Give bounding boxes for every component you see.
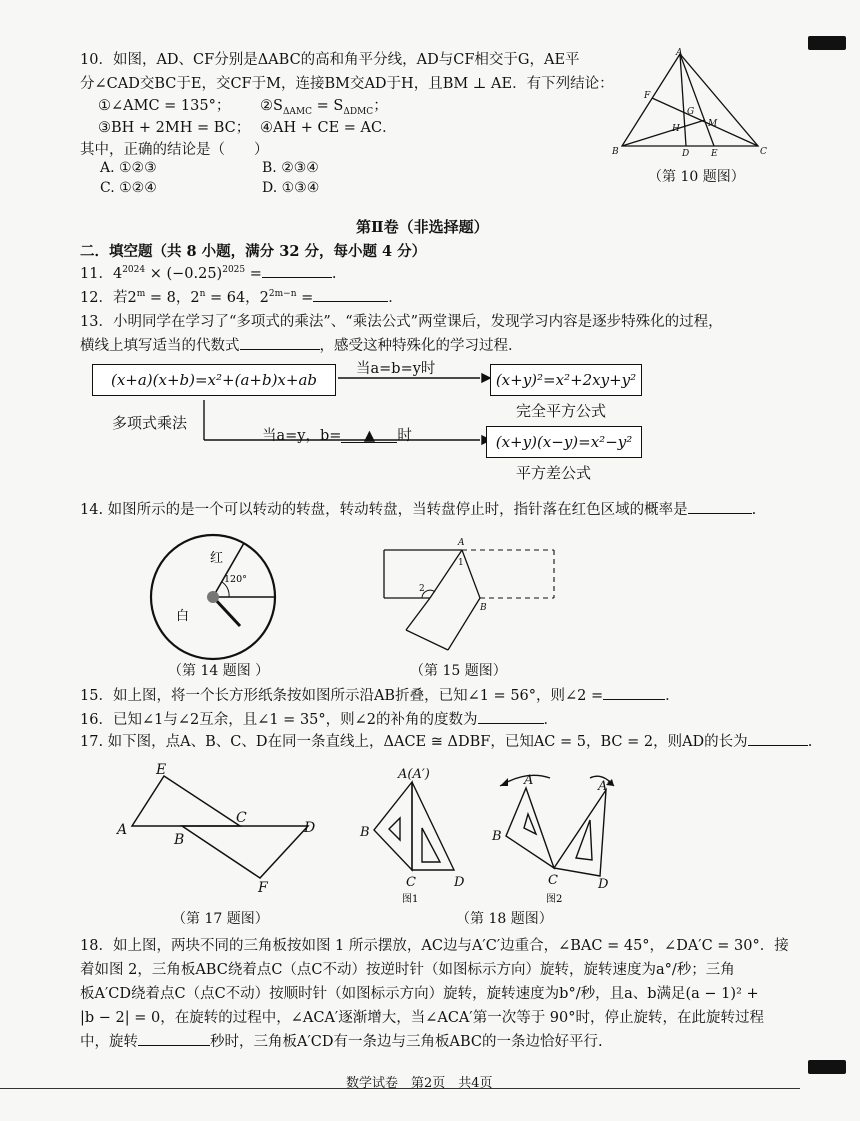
- q13-label-square: 完全平方公式: [516, 402, 607, 420]
- q18-fig2-label-b: B: [492, 829, 502, 844]
- q18-fig2-label-c: C: [548, 873, 558, 888]
- q10-caption: （第 10 题图）: [648, 169, 745, 185]
- q17-label-d: D: [304, 820, 316, 836]
- q18-fig2-label-a: A: [524, 773, 534, 788]
- q10-line2: 分∠CAD交BC于E，交CF于M，连接BM交AD于H，且BM ⊥ AE．有下列结论：: [80, 76, 614, 92]
- page-footer: 数学试卷 第2页 共4页: [346, 1076, 493, 1091]
- scan-mark-bottom: [808, 1060, 846, 1074]
- q11: 11．$4^{2024} \times (-0.25)^{2025}$ = .: [80, 262, 337, 283]
- q10-fig-label-d: D: [682, 149, 690, 158]
- q13-label-difference: 平方差公式: [516, 464, 592, 482]
- q17-answer-blank[interactable]: [748, 731, 808, 746]
- q14-answer-blank[interactable]: [688, 499, 752, 514]
- q13-box-polynomial: (x+a)(x+b)=x²+(a+b)x+ab: [92, 364, 336, 396]
- q14-text: 14. 如图所示的是一个可以转动的转盘，转动转盘，当转盘停止时，指针落在红色区域的概率是 .: [80, 498, 756, 519]
- q12: 12．若$2^m = 8$，$2^n = 64$，$2^{2m-n}$ = ．: [80, 286, 403, 307]
- q13-box-square: (x+y)²=x²+2xy+y²: [490, 364, 642, 396]
- q18-answer-blank[interactable]: [138, 1031, 210, 1046]
- q10-fig-label-g: G: [687, 107, 695, 117]
- q18-fig1-label-b: B: [360, 825, 370, 840]
- q10-question: 其中，正确的结论是（ ）: [80, 142, 269, 158]
- q10-option-b[interactable]: B. ②③④: [262, 160, 319, 176]
- q17-caption: （第 17 题图）: [172, 911, 269, 927]
- q14-caption: （第 14 题图 ）: [168, 663, 270, 679]
- q13-line2: 横线上填写适当的代数式 ，感受这种特殊化的学习过程．: [80, 334, 523, 355]
- q15-answer-blank[interactable]: [603, 685, 665, 700]
- q15-text: 15．如上图，将一个长方形纸条按如图所示沿AB折叠，已知∠1 = 56°，则∠2 = ．: [80, 684, 680, 705]
- q15-caption: （第 15 题图）: [410, 663, 507, 679]
- q17-label-b: B: [174, 832, 185, 848]
- q10-conclusion-2: $②S_{\Delta AMC} = S_{\Delta DMC}$；: [260, 98, 388, 117]
- q18-fig2-label-a-prime: A′: [598, 779, 611, 794]
- q17-label-a: A: [117, 822, 128, 838]
- q10-option-a[interactable]: A. ①②③: [100, 160, 157, 176]
- q10-fig-label-f: F: [644, 91, 651, 101]
- q13-answer-blank[interactable]: [240, 335, 320, 350]
- q15-label-2: 2: [419, 584, 425, 594]
- q10-fig-label-b: B: [612, 147, 619, 157]
- q11-answer-blank[interactable]: [262, 263, 332, 278]
- q17-label-c: C: [236, 810, 247, 826]
- q18-fig1-label-c: C: [406, 875, 416, 890]
- q18-fig2-label-d: D: [598, 877, 609, 892]
- q13-arrow1-label: 当a=b=y时: [356, 361, 436, 377]
- q10-option-c[interactable]: C. ①②④: [100, 180, 157, 196]
- q15-figure: [380, 534, 560, 654]
- q18-fig2-caption: 图2: [546, 894, 563, 905]
- q18-caption: （第 18 题图）: [456, 911, 553, 927]
- q17-text: 17. 如下图，点A、B、C、D在同一条直线上，ΔACE ≅ ΔDBF，已知AC = 5，BC = 2，则AD的长为 .: [80, 730, 812, 751]
- q10-conclusion-4: ④AH + CE = AC．: [260, 120, 397, 136]
- q14-spinner: [146, 530, 280, 664]
- section2-heading: 二．填空题（共 8 小题，满分 32 分，每小题 4 分）: [80, 243, 427, 260]
- q13-label-polynomial: 多项式乘法: [112, 414, 188, 432]
- scan-mark-top: [808, 36, 846, 50]
- q10-conclusion-3: ③BH + 2MH = BC；: [98, 120, 251, 136]
- q18-fig1-caption: 图1: [402, 894, 419, 905]
- q18-line3: 板A′CD绕着点C（点C不动）按顺时针（如图标示方向）旋转，旋转速度为b°/秒，且a、b满足(a − 1)² +: [80, 986, 759, 1002]
- q15-label-a: A: [458, 538, 465, 548]
- q18-line5: 中，旋转 秒时，三角板A′CD有一条边与三角板ABC的一条边恰好平行.: [80, 1030, 603, 1051]
- q17-figure: [112, 758, 332, 898]
- q15-label-1: 1: [458, 558, 464, 568]
- q13-box-difference: (x+y)(x−y)=x²−y²: [486, 426, 642, 458]
- q10-fig-label-h: H: [672, 124, 680, 134]
- q14-red-label: 红: [210, 551, 224, 566]
- q18-fig1-label-d: D: [454, 875, 465, 890]
- q17-label-f: F: [258, 880, 268, 896]
- q10-line1: 10．如图，AD、CF分别是ΔABC的高和角平分线，AD与CF相交于G，AE平: [80, 52, 580, 68]
- q10-figure: [610, 48, 770, 158]
- q13-arrow2-label: 当a=y，b= ▲ 时: [262, 428, 412, 444]
- q10-fig-label-a: A: [676, 48, 683, 58]
- q10-fig-label-m: M: [708, 119, 718, 129]
- triangle-mark-icon: ▲: [363, 428, 375, 444]
- q18-line4: |b − 2| = 0，在旋转的过程中，∠ACA′逐渐增大，当∠ACA′第一次等于 90°时，停止旋转，在此旋转过程: [80, 1010, 765, 1026]
- q10-conclusion-1: ①∠AMC = 135°；: [98, 98, 231, 114]
- q14-white-label: 白: [176, 609, 190, 624]
- q10-option-d[interactable]: D. ①③④: [262, 180, 320, 196]
- q16-answer-blank[interactable]: [478, 709, 544, 724]
- q18-line2: 着如图 2，三角板ABC绕着点C（点C不动）按逆时针（如图标示方向）旋转，旋转速度为a°/秒；三角: [80, 962, 735, 978]
- q13-arrow2-blank: [341, 428, 397, 443]
- q13-line1: 13．小明同学在学习了“多项式的乘法”、“乘法公式”两堂课后，发现学习内容是逐步特殊化的过程，: [80, 314, 723, 330]
- q18-figure-1: [356, 766, 476, 906]
- q17-label-e: E: [156, 762, 167, 778]
- q15-label-b: B: [480, 603, 487, 613]
- q10-fig-label-c: C: [760, 147, 767, 157]
- part2-title: 第Ⅱ卷（非选择题）: [356, 218, 489, 236]
- q18-line1: 18．如上图，两块不同的三角板按如图 1 所示摆放，AC边与A′C′边重合，∠BAC = 45°，∠DA′C = 30°．接: [80, 938, 789, 954]
- q12-answer-blank[interactable]: [313, 287, 388, 302]
- q10-fig-label-e: E: [711, 149, 718, 158]
- q14-angle-label: 120°: [224, 574, 247, 585]
- q18-figure-2: [486, 764, 646, 906]
- q16-text: 16．已知∠1与∠2互余，且∠1 = 35°，则∠2的补角的度数为 ．: [80, 708, 558, 729]
- q18-fig1-label-a: A(A′): [398, 767, 430, 782]
